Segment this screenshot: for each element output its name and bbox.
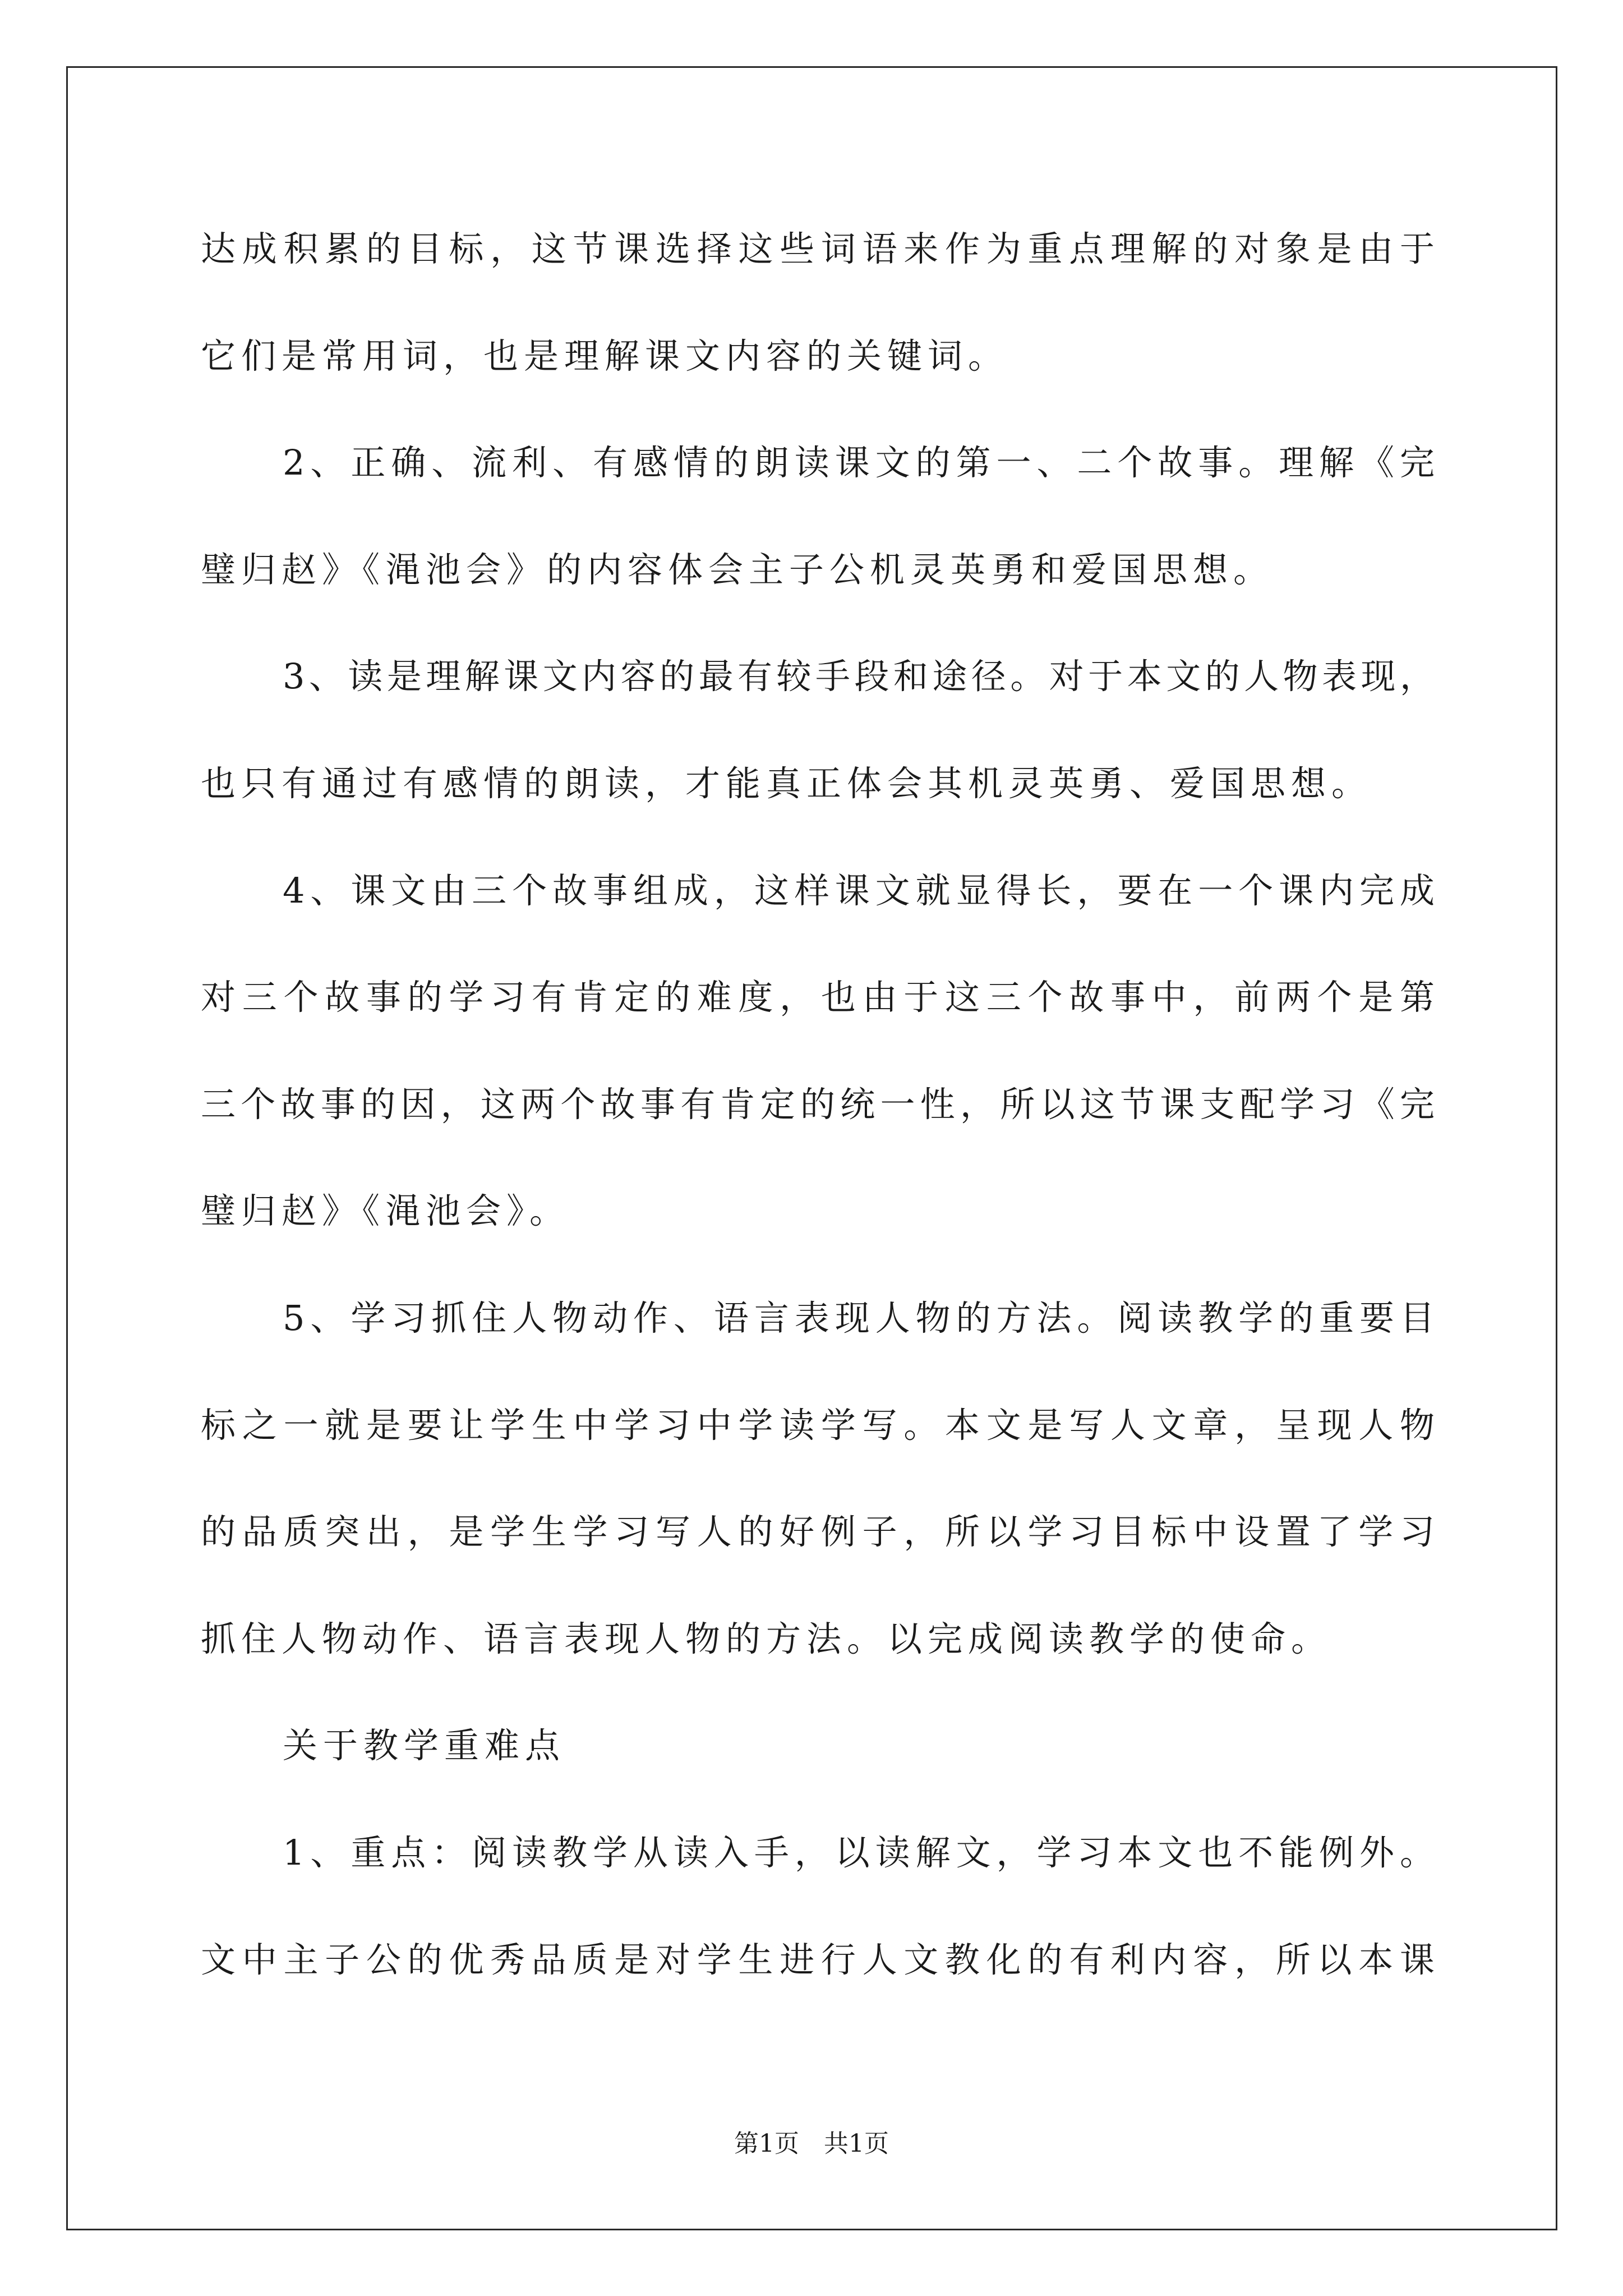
text-line: 4、课文由三个故事组成，这样课文就显得长，要在一个课内完成 <box>283 869 1435 911</box>
text-line: 璧归赵》《渑池会》的内容体会主子公机灵英勇和爱国思想。 <box>201 549 1274 590</box>
text-line: 的品质突出，是学生学习写人的好例子，所以学习目标中设置了学习 <box>201 1511 1435 1553</box>
text-line: 3、读是理解课文内容的最有较手段和途径。对于本文的人物表现， <box>283 656 1435 697</box>
text-line: 也只有通过有感情的朗读，才能真正体会其机灵英勇、爱国思想。 <box>201 762 1372 804</box>
document-body <box>201 196 1435 2013</box>
text-line: 它们是常用词，也是理解课文内容的关键词。 <box>201 335 1009 376</box>
section-heading: 关于教学重难点 <box>283 1725 566 1766</box>
text-line: 三个故事的因，这两个故事有肯定的统一性，所以这节课支配学习《完 <box>201 1083 1435 1125</box>
text-line: 璧归赵》《渑池会》。 <box>201 1190 570 1232</box>
text-line: 2、正确、流利、有感情的朗读课文的第一、二个故事。理解《完 <box>283 442 1435 484</box>
text-line: 1、重点：阅读教学从读入手，以读解文，学习本文也不能例外。 <box>283 1832 1435 1873</box>
text-line: 文中主子公的优秀品质是对学生进行人文教化的有利内容，所以本课 <box>201 1939 1435 1980</box>
text-line: 标之一就是要让学生中学习中学读学写。本文是写人文章，呈现人物 <box>201 1404 1435 1446</box>
text-line: 5、学习抓住人物动作、语言表现人物的方法。阅读教学的重要目 <box>283 1297 1435 1338</box>
text-line: 对三个故事的学习有肯定的难度，也由于这三个故事中，前两个是第 <box>201 977 1435 1018</box>
text-line: 抓住人物动作、语言表现人物的方法。以完成阅读教学的使命。 <box>201 1618 1332 1659</box>
text-line: 达成积累的目标，这节课选择这些词语来作为重点理解的对象是由于 <box>201 228 1435 269</box>
page-number-footer: 第1页 共1页 <box>734 2129 889 2158</box>
